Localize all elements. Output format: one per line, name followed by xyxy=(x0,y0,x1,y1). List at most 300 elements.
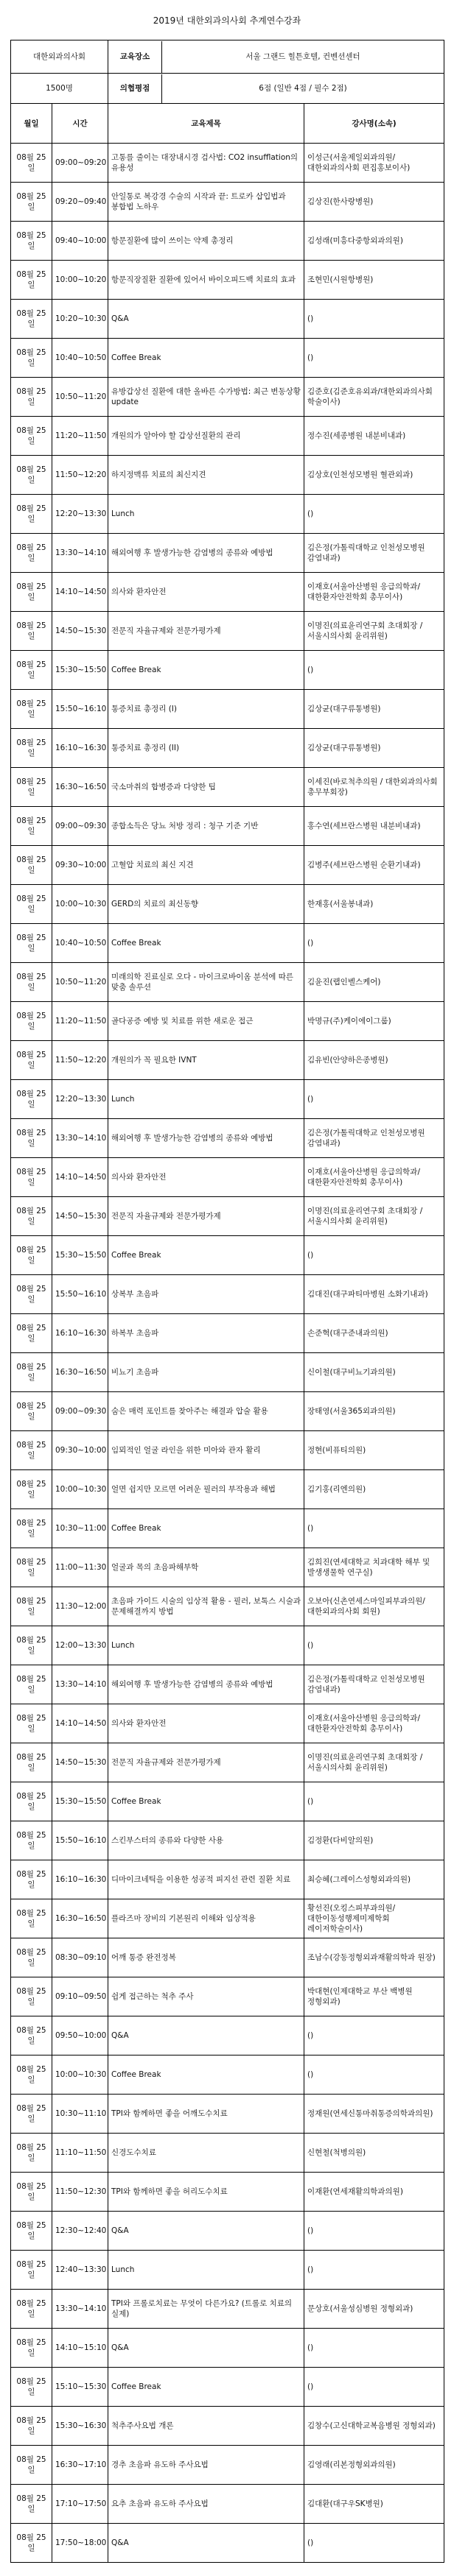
table-row xyxy=(11,1704,444,1743)
row-topic: Lunch xyxy=(108,495,304,534)
table-row xyxy=(11,1002,444,1041)
row-topic: 유방갑상선 질환에 대한 올바른 수가방법: 최근 변동상황 update xyxy=(108,378,304,417)
row-date: 08월 25일 xyxy=(11,2329,52,2368)
row-speaker: 정재원(연세신통마취통증의학과의원) xyxy=(304,2095,444,2134)
row-topic: 어깨 통증 완전정복 xyxy=(108,1938,304,1977)
row-speaker: 이재호(서울아산병원 응급의학과/대한환자안전학회 총무이사) xyxy=(304,1704,444,1743)
row-date: 08월 25일 xyxy=(11,1119,52,1158)
table-row xyxy=(11,456,444,495)
row-topic: 디마이크네틱을 이용한 성공적 피지선 관련 질환 치료 xyxy=(108,1860,304,1899)
table-row xyxy=(11,339,444,378)
row-topic: 얼굴과 목의 초음파해부학 xyxy=(108,1548,304,1587)
info-row-2 xyxy=(11,74,444,104)
row-time: 15:30~15:50 xyxy=(52,1782,108,1821)
table-row xyxy=(11,768,444,807)
row-time: 09:00~09:30 xyxy=(52,1392,108,1431)
row-topic: 개원의가 꼭 필요한 IVNT xyxy=(108,1041,304,1080)
row-speaker: 한재홍(서울봉내과) xyxy=(304,885,444,924)
row-time: 10:30~11:00 xyxy=(52,1509,108,1548)
row-time: 11:50~12:20 xyxy=(52,1041,108,1080)
row-topic: Lunch xyxy=(108,1626,304,1665)
row-topic: Coffee Break xyxy=(108,1509,304,1548)
row-time: 14:10~14:50 xyxy=(52,1158,108,1197)
row-time: 16:30~16:50 xyxy=(52,1353,108,1392)
row-topic: 해외여행 후 발생가능한 감염병의 종류와 예방법 xyxy=(108,1665,304,1704)
row-time: 09:00~09:30 xyxy=(52,807,108,846)
table-row xyxy=(11,729,444,768)
table-row xyxy=(11,846,444,885)
row-speaker: () xyxy=(304,1236,444,1275)
row-speaker: 이재호(서울아산병원 응급의학과/대한환자안전학회 총무이사) xyxy=(304,1158,444,1197)
table-row xyxy=(11,495,444,534)
row-topic: 신경도수치료 xyxy=(108,2134,304,2173)
row-speaker: 박명규(주)케이에이그룹) xyxy=(304,1002,444,1041)
row-speaker: 손준혁(대구준내과의원) xyxy=(304,1314,444,1353)
row-time: 16:30~17:10 xyxy=(52,2446,108,2485)
row-date: 08월 25일 xyxy=(11,846,52,885)
row-date: 08월 25일 xyxy=(11,1743,52,1782)
row-topic: 항문질환에 많이 쓰이는 약제 총정리 xyxy=(108,222,304,261)
row-topic: 요추 초음파 유도하 주사요법 xyxy=(108,2485,304,2524)
row-time: 09:10~09:50 xyxy=(52,1977,108,2016)
table-row xyxy=(11,2173,444,2212)
table-row xyxy=(11,1977,444,2016)
table-row xyxy=(11,924,444,963)
row-time: 10:00~10:30 xyxy=(52,1470,108,1509)
row-time: 15:30~15:50 xyxy=(52,651,108,690)
header-date: 월일 xyxy=(11,104,52,144)
row-speaker: 김윤진(랩인벨스케어) xyxy=(304,963,444,1002)
row-speaker: () xyxy=(304,2055,444,2095)
table-row xyxy=(11,2329,444,2368)
row-speaker: 김상진(한사랑병원) xyxy=(304,183,444,222)
table-header xyxy=(11,104,444,144)
table-row xyxy=(11,2407,444,2446)
row-topic: Lunch xyxy=(108,2251,304,2290)
row-speaker: 김유빈(안양하은종병원) xyxy=(304,1041,444,1080)
row-date: 08월 25일 xyxy=(11,1275,52,1314)
table-row xyxy=(11,1197,444,1236)
row-time: 16:10~16:30 xyxy=(52,1314,108,1353)
row-speaker: 김성래(미흥다중항외과의원) xyxy=(304,222,444,261)
row-time: 11:30~12:00 xyxy=(52,1587,108,1626)
table-row xyxy=(11,1860,444,1899)
row-topic: Coffee Break xyxy=(108,2055,304,2095)
row-date: 08월 25일 xyxy=(11,1470,52,1509)
row-date: 08월 25일 xyxy=(11,1938,52,1977)
row-date: 08월 25일 xyxy=(11,768,52,807)
row-topic: TPI와 함께하면 좋을 허리도수치료 xyxy=(108,2173,304,2212)
row-time: 16:10~16:30 xyxy=(52,729,108,768)
row-time: 14:50~15:30 xyxy=(52,1743,108,1782)
row-topic: 안일통로 복강경 수술의 시작과 끝: 트로카 삽입법과 봉합법 노하우 xyxy=(108,183,304,222)
row-topic: Coffee Break xyxy=(108,651,304,690)
row-date: 08월 25일 xyxy=(11,144,52,183)
row-speaker: 김상균(대구류통병원) xyxy=(304,690,444,729)
row-date: 08월 25일 xyxy=(11,2485,52,2524)
row-speaker: () xyxy=(304,495,444,534)
row-speaker: 김은정(가톨릭대학교 인천성모병원 감염내과) xyxy=(304,1665,444,1704)
row-time: 10:00~10:20 xyxy=(52,261,108,300)
table-row xyxy=(11,1743,444,1782)
capacity: 1500명 xyxy=(11,74,108,104)
row-speaker: 이재환(연세재활의학과의원) xyxy=(304,2173,444,2212)
row-time: 16:30~16:50 xyxy=(52,1899,108,1938)
row-topic: Lunch xyxy=(108,1080,304,1119)
row-topic: TPI와 프롤로치료는 무엇이 다른가요? (트롤로 치료의 실제) xyxy=(108,2290,304,2329)
row-topic: 항문직장질환 질환에 있어서 바이오피드백 치료의 효과 xyxy=(108,261,304,300)
row-time: 12:20~13:30 xyxy=(52,1080,108,1119)
row-date: 08월 25일 xyxy=(11,1704,52,1743)
row-topic: 통증치료 총정리 (I) xyxy=(108,690,304,729)
row-time: 12:20~13:30 xyxy=(52,495,108,534)
table-row xyxy=(11,2055,444,2095)
row-topic: 상복부 초음파 xyxy=(108,1275,304,1314)
table-row xyxy=(11,1236,444,1275)
row-speaker: 김은정(가톨릭대학교 인천성모병원 감염내과) xyxy=(304,534,444,573)
row-time: 17:50~18:00 xyxy=(52,2524,108,2563)
row-date: 08월 25일 xyxy=(11,339,52,378)
table-row xyxy=(11,2095,444,2134)
row-time: 08:30~09:10 xyxy=(52,1938,108,1977)
row-speaker: 조현민(시원항병원) xyxy=(304,261,444,300)
row-time: 13:30~14:10 xyxy=(52,2290,108,2329)
row-date: 08월 25일 xyxy=(11,651,52,690)
row-speaker: () xyxy=(304,2524,444,2563)
row-date: 08월 25일 xyxy=(11,183,52,222)
row-topic: 초음파 가이드 시술의 임상적 활용 - 필러, 보톡스 시술과 문제해결까지 방법 xyxy=(108,1587,304,1626)
row-topic: Coffee Break xyxy=(108,2368,304,2407)
row-speaker: 정수진(세종병원 내분비내과) xyxy=(304,417,444,456)
row-speaker: 홍수연(세브란스병원 내분비내과) xyxy=(304,807,444,846)
row-date: 08월 25일 xyxy=(11,2134,52,2173)
row-speaker: 김대진(대구파티마병원 소화기내과) xyxy=(304,1275,444,1314)
table-row xyxy=(11,1353,444,1392)
row-topic: Coffee Break xyxy=(108,1236,304,1275)
row-time: 15:30~16:30 xyxy=(52,2407,108,2446)
row-topic: 고통를 줄이는 대장내시경 검사법: CO2 insufflation의 유용성 xyxy=(108,144,304,183)
row-time: 09:40~10:00 xyxy=(52,222,108,261)
row-speaker: () xyxy=(304,2368,444,2407)
row-speaker: () xyxy=(304,1782,444,1821)
row-date: 08월 25일 xyxy=(11,1002,52,1041)
table-row xyxy=(11,1509,444,1548)
venue-label: 교육장소 xyxy=(108,41,162,73)
table-row xyxy=(11,222,444,261)
row-speaker: 김상호(인천성모병원 혈관외과) xyxy=(304,456,444,495)
table-row xyxy=(11,2290,444,2329)
row-date: 08월 25일 xyxy=(11,1665,52,1704)
row-time: 14:10~14:50 xyxy=(52,1704,108,1743)
row-speaker: 이성근(서울제일외과의원/대한외과의사회 편집홍보이사) xyxy=(304,144,444,183)
row-speaker: 문상호(서울성심병원 정형외과) xyxy=(304,2290,444,2329)
row-topic: 해외여행 후 발생가능한 감염병의 종류와 예방법 xyxy=(108,534,304,573)
table-row xyxy=(11,1392,444,1431)
row-time: 13:30~14:10 xyxy=(52,1119,108,1158)
row-time: 11:50~12:20 xyxy=(52,456,108,495)
table-row xyxy=(11,417,444,456)
row-speaker: 김창수(고신대학교복음병원 정형외과) xyxy=(304,2407,444,2446)
row-date: 08월 25일 xyxy=(11,1353,52,1392)
row-speaker: 김병주(세브란스병원 순환기내과) xyxy=(304,846,444,885)
row-speaker: 오보아(신촌연세스마일피부과의원/대한외과의사회 회원) xyxy=(304,1587,444,1626)
table-row xyxy=(11,144,444,183)
row-topic: Coffee Break xyxy=(108,339,304,378)
row-time: 11:00~11:30 xyxy=(52,1548,108,1587)
table-row xyxy=(11,612,444,651)
row-time: 15:50~16:10 xyxy=(52,690,108,729)
table-row xyxy=(11,2016,444,2055)
row-date: 08월 25일 xyxy=(11,456,52,495)
row-topic: 숨은 매력 포인트를 찾아주는 해결과 압술 활용 xyxy=(108,1392,304,1431)
table-row xyxy=(11,1821,444,1860)
table-row xyxy=(11,1899,444,1938)
row-time: 17:10~17:50 xyxy=(52,2485,108,2524)
row-speaker: () xyxy=(304,2251,444,2290)
row-topic: 통증치료 총정리 (II) xyxy=(108,729,304,768)
row-speaker: 이재호(서울아산병원 응급의학과/대한환자안전학회 총무이사) xyxy=(304,573,444,612)
row-speaker: 이세진(바로척추의원 / 대한외과의사회 총무부회장) xyxy=(304,768,444,807)
row-date: 08월 25일 xyxy=(11,2055,52,2095)
row-speaker: () xyxy=(304,2212,444,2251)
table-row xyxy=(11,2368,444,2407)
host-label: 대한외과의사회 xyxy=(11,40,108,74)
table-row xyxy=(11,2251,444,2290)
row-date: 08월 25일 xyxy=(11,417,52,456)
row-date: 08월 25일 xyxy=(11,1821,52,1860)
row-topic: Q&A xyxy=(108,2212,304,2251)
table-row xyxy=(11,534,444,573)
table-row xyxy=(11,1938,444,1977)
row-time: 13:30~14:10 xyxy=(52,1665,108,1704)
row-speaker: () xyxy=(304,1626,444,1665)
row-time: 09:50~10:00 xyxy=(52,2016,108,2055)
row-time: 10:00~10:30 xyxy=(52,2055,108,2095)
row-topic: 골다공증 예방 및 치료를 위한 새로운 접근 xyxy=(108,1002,304,1041)
table-row xyxy=(11,2524,444,2563)
row-date: 08월 25일 xyxy=(11,2290,52,2329)
row-topic: 전문직 자율규제와 전문가평가제 xyxy=(108,612,304,651)
row-date: 08월 25일 xyxy=(11,534,52,573)
row-date: 08월 25일 xyxy=(11,1041,52,1080)
page-title: 2019년 대한외과의사회 추계연수강좌 xyxy=(153,15,301,26)
table-row xyxy=(11,378,444,417)
row-date: 08월 25일 xyxy=(11,924,52,963)
row-date: 08월 25일 xyxy=(11,222,52,261)
row-speaker: 김희진(연세대학교 치과대학 해부 및 발생생물학 연구실) xyxy=(304,1548,444,1587)
row-date: 08월 25일 xyxy=(11,807,52,846)
row-date: 08월 25일 xyxy=(11,2368,52,2407)
row-time: 10:30~11:10 xyxy=(52,2095,108,2134)
table-row xyxy=(11,1665,444,1704)
row-speaker: 김기홍(리엔의원) xyxy=(304,1470,444,1509)
row-topic: Q&A xyxy=(108,2524,304,2563)
row-date: 08월 25일 xyxy=(11,1314,52,1353)
row-topic: 의사와 환자안전 xyxy=(108,1704,304,1743)
table-row xyxy=(11,2485,444,2524)
row-time: 16:30~16:50 xyxy=(52,768,108,807)
row-time: 16:10~16:30 xyxy=(52,1860,108,1899)
row-date: 08월 25일 xyxy=(11,1236,52,1275)
row-topic: 고혈압 치료의 최신 지견 xyxy=(108,846,304,885)
row-date: 08월 25일 xyxy=(11,2173,52,2212)
row-time: 11:20~11:50 xyxy=(52,1002,108,1041)
row-speaker: () xyxy=(304,924,444,963)
row-speaker: () xyxy=(304,1509,444,1548)
row-speaker: 이명진(의료윤리연구회 초대회장 / 서울시의사회 윤리위원) xyxy=(304,1743,444,1782)
table-row xyxy=(11,1626,444,1665)
header-time: 시간 xyxy=(52,104,108,144)
row-time: 15:30~15:50 xyxy=(52,1236,108,1275)
row-topic: TPI와 함께하면 좋을 어깨도수치료 xyxy=(108,2095,304,2134)
row-date: 08월 25일 xyxy=(11,378,52,417)
table-row xyxy=(11,1782,444,1821)
credits-value: 6점 (일반 4점 / 필수 2점) xyxy=(259,84,347,93)
table-row xyxy=(11,2134,444,2173)
row-date: 08월 25일 xyxy=(11,963,52,1002)
table-row xyxy=(11,1587,444,1626)
row-date: 08월 25일 xyxy=(11,2524,52,2563)
row-topic: 스킨부스터의 종류와 다양한 사용 xyxy=(108,1821,304,1860)
row-date: 08월 25일 xyxy=(11,1509,52,1548)
row-speaker: () xyxy=(304,2016,444,2055)
row-speaker: () xyxy=(304,300,444,339)
row-topic: 얼면 쉽지만 모르면 어려운 필러의 부작용과 해법 xyxy=(108,1470,304,1509)
table-row xyxy=(11,1431,444,1470)
row-date: 08월 25일 xyxy=(11,1158,52,1197)
row-date: 08월 25일 xyxy=(11,1899,52,1938)
row-topic: Coffee Break xyxy=(108,1782,304,1821)
row-speaker: 김은정(가톨릭대학교 인천성모병원 감염내과) xyxy=(304,1119,444,1158)
table-row xyxy=(11,1470,444,1509)
row-speaker: 신현철(척병의원) xyxy=(304,2134,444,2173)
row-time: 09:30~10:00 xyxy=(52,846,108,885)
venue-label-group xyxy=(108,40,444,74)
row-time: 12:00~13:30 xyxy=(52,1626,108,1665)
row-date: 08월 25일 xyxy=(11,1860,52,1899)
row-speaker: 이명진(의료윤리연구회 초대회장 / 서울시의사회 윤리위원) xyxy=(304,612,444,651)
row-time: 14:10~15:10 xyxy=(52,2329,108,2368)
row-date: 08월 25일 xyxy=(11,2095,52,2134)
info-row-1 xyxy=(11,40,444,74)
table-row xyxy=(11,1080,444,1119)
row-speaker: () xyxy=(304,1080,444,1119)
row-topic: Q&A xyxy=(108,2016,304,2055)
table-row xyxy=(11,2212,444,2251)
header-topic: 교육제목 xyxy=(108,104,304,144)
table-row xyxy=(11,261,444,300)
row-speaker: 김영래(리본정형외과의원) xyxy=(304,2446,444,2485)
row-time: 14:50~15:30 xyxy=(52,1197,108,1236)
row-topic: Q&A xyxy=(108,300,304,339)
row-topic: 척추주사요법 개론 xyxy=(108,2407,304,2446)
table-row xyxy=(11,1275,444,1314)
row-topic: 전문직 자율규제와 전문가평가제 xyxy=(108,1197,304,1236)
table-row xyxy=(11,1548,444,1587)
row-speaker: 이명진(의료윤리연구회 초대회장 / 서울시의사회 윤리위원) xyxy=(304,1197,444,1236)
table-row xyxy=(11,1158,444,1197)
row-topic: 임뫼적인 얼굴 라인을 위한 미아와 관자 활리 xyxy=(108,1431,304,1470)
row-date: 08월 25일 xyxy=(11,300,52,339)
row-speaker: 김준호(김준호유외과/대한외과의사회 학술이사) xyxy=(304,378,444,417)
row-topic: 하복부 초음파 xyxy=(108,1314,304,1353)
schedule-table xyxy=(10,40,444,2563)
table-row xyxy=(11,2446,444,2485)
row-date: 08월 25일 xyxy=(11,1977,52,2016)
row-speaker: 장태영(서울365외과의원) xyxy=(304,1392,444,1431)
row-date: 08월 25일 xyxy=(11,1587,52,1626)
row-date: 08월 25일 xyxy=(11,2251,52,2290)
row-date: 08월 25일 xyxy=(11,2407,52,2446)
row-time: 12:30~12:40 xyxy=(52,2212,108,2251)
row-topic: 플라즈마 장비의 기본원리 이해와 임상적용 xyxy=(108,1899,304,1938)
row-time: 15:50~16:10 xyxy=(52,1275,108,1314)
row-time: 10:40~10:50 xyxy=(52,924,108,963)
row-speaker: 최승혜(그레이스성형외과의원) xyxy=(304,1860,444,1899)
row-speaker: 조남수(강동정형외과재활의학과 원장) xyxy=(304,1938,444,1977)
row-topic: 국소마취의 합병증과 다양한 팁 xyxy=(108,768,304,807)
row-topic: 종합소득은 당뇨 처방 정리 : 청구 기준 기반 xyxy=(108,807,304,846)
row-date: 08월 25일 xyxy=(11,1197,52,1236)
row-time: 09:00~09:20 xyxy=(52,144,108,183)
row-date: 08월 25일 xyxy=(11,1626,52,1665)
row-time: 09:20~09:40 xyxy=(52,183,108,222)
row-speaker: 신이철(대구비뇨기과의원) xyxy=(304,1353,444,1392)
table-row xyxy=(11,1119,444,1158)
table-row xyxy=(11,963,444,1002)
row-speaker: () xyxy=(304,2329,444,2368)
row-time: 09:30~10:00 xyxy=(52,1431,108,1470)
row-date: 08월 25일 xyxy=(11,612,52,651)
row-topic: 해외여행 후 발생가능한 감염병의 종류와 예방법 xyxy=(108,1119,304,1158)
row-time: 11:10~11:50 xyxy=(52,2134,108,2173)
row-topic: Coffee Break xyxy=(108,924,304,963)
row-date: 08월 25일 xyxy=(11,1080,52,1119)
row-topic: 의사와 환자안전 xyxy=(108,1158,304,1197)
row-time: 10:40~10:50 xyxy=(52,339,108,378)
row-date: 08월 25일 xyxy=(11,1431,52,1470)
header-speaker: 강사명(소속) xyxy=(304,104,444,144)
table-row xyxy=(11,1041,444,1080)
row-topic: 하지정맥류 치료의 최신지견 xyxy=(108,456,304,495)
row-speaker: () xyxy=(304,651,444,690)
row-time: 11:50~12:30 xyxy=(52,2173,108,2212)
row-time: 10:50~11:20 xyxy=(52,378,108,417)
row-speaker: 김대환(대구우SK병원) xyxy=(304,2485,444,2524)
row-time: 14:50~15:30 xyxy=(52,612,108,651)
row-speaker: 황선진(오킹스피부과의원/대한이동성행제미제학회 레이저학술이사) xyxy=(304,1899,444,1938)
table-row xyxy=(11,690,444,729)
row-date: 08월 25일 xyxy=(11,495,52,534)
row-time: 11:20~11:50 xyxy=(52,417,108,456)
row-date: 08월 25일 xyxy=(11,690,52,729)
table-row xyxy=(11,573,444,612)
row-date: 08월 25일 xyxy=(11,2446,52,2485)
table-row xyxy=(11,1314,444,1353)
row-topic: Q&A xyxy=(108,2329,304,2368)
row-date: 08월 25일 xyxy=(11,1548,52,1587)
row-date: 08월 25일 xyxy=(11,261,52,300)
row-date: 08월 25일 xyxy=(11,2212,52,2251)
row-topic: 의사와 환자안전 xyxy=(108,573,304,612)
row-speaker: 김상균(대구류통병원) xyxy=(304,729,444,768)
row-date: 08월 25일 xyxy=(11,1782,52,1821)
row-speaker: 박대현(인제대학교 부산 백병원 정형외과) xyxy=(304,1977,444,2016)
row-topic: 경추 초음파 유도하 주사요법 xyxy=(108,2446,304,2485)
row-date: 08월 25일 xyxy=(11,885,52,924)
row-speaker: () xyxy=(304,339,444,378)
row-speaker: 정현(비퓨티의원) xyxy=(304,1431,444,1470)
